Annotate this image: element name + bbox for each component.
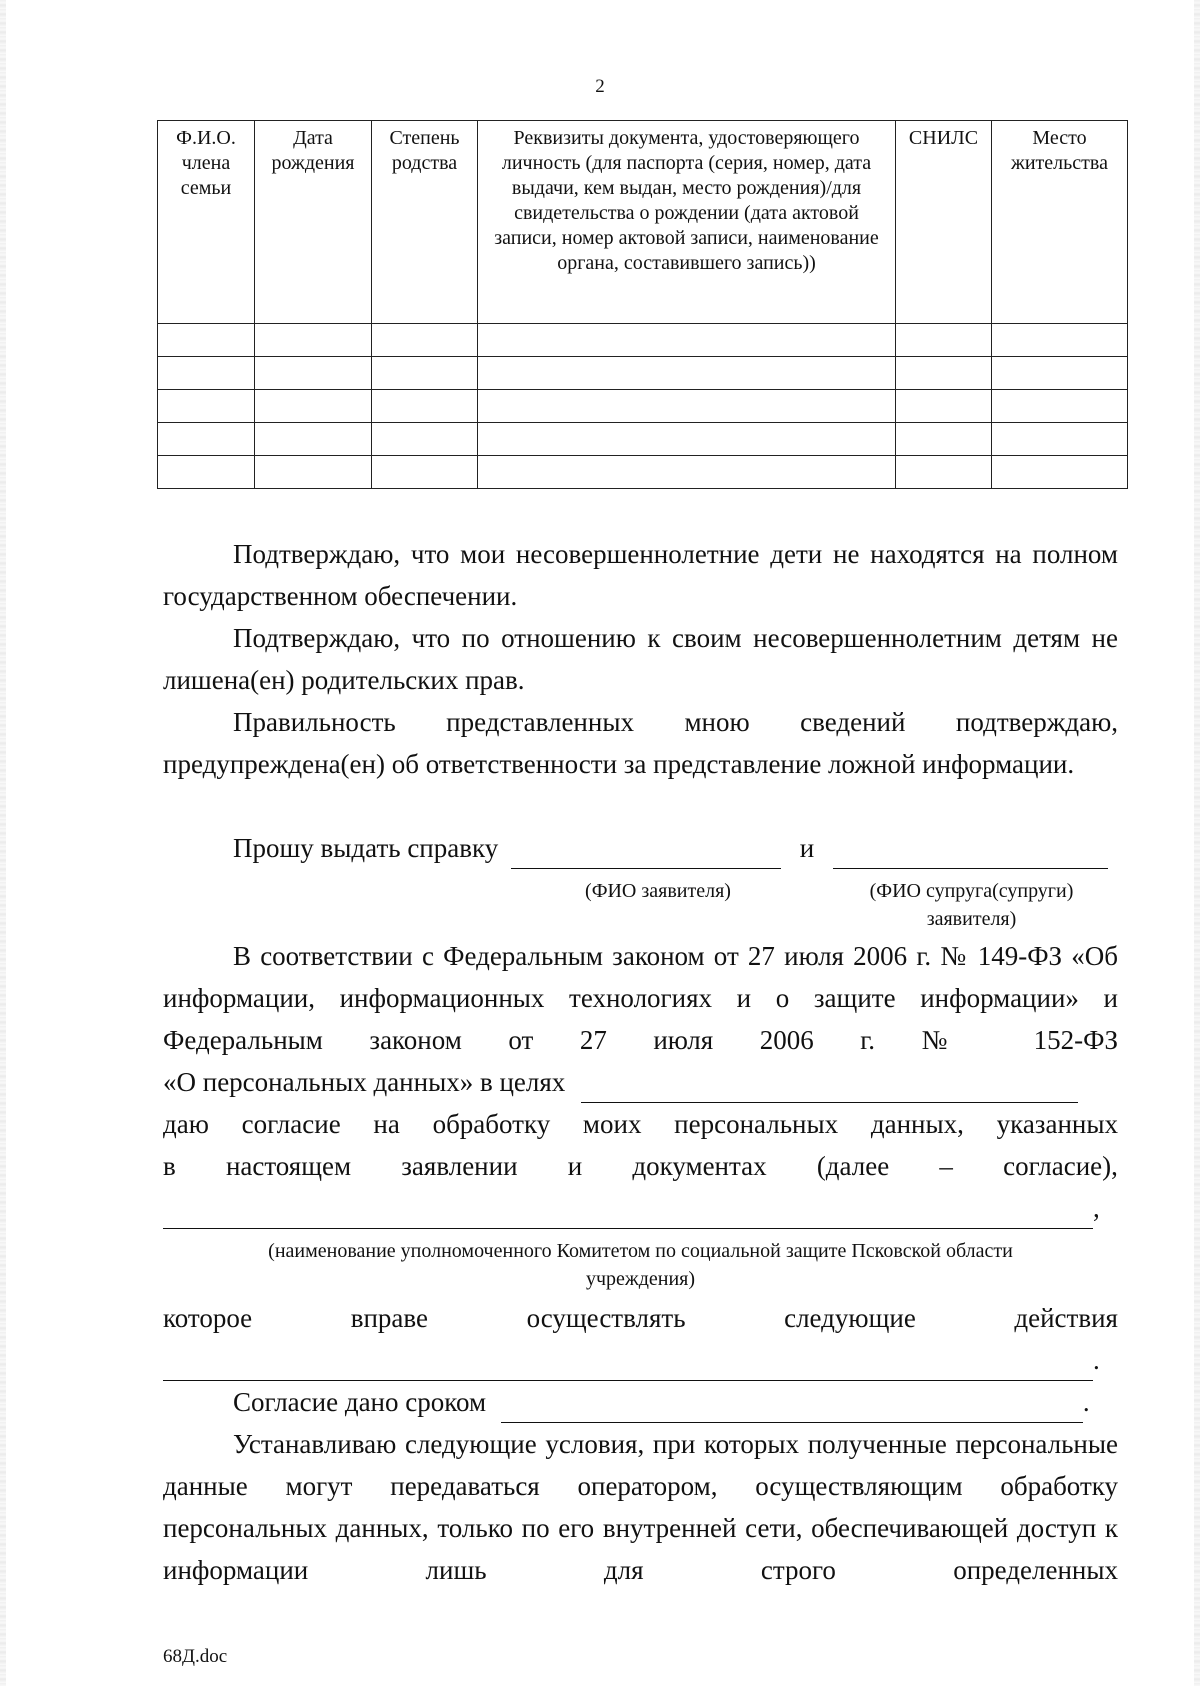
scan-edge-left — [0, 0, 6, 1686]
table-cell[interactable] — [992, 390, 1128, 423]
table-cell[interactable] — [478, 324, 896, 357]
purpose-field[interactable] — [581, 1072, 1078, 1103]
consent-definition-line — [163, 1145, 1118, 1187]
table-cell[interactable] — [992, 423, 1128, 456]
caption-spouse — [839, 877, 1104, 933]
consent-word: (далее — [816, 1151, 890, 1181]
footer-filename: 68Д.doc — [163, 1646, 228, 1667]
table-row — [158, 423, 1128, 456]
certificate-request-line — [163, 827, 1118, 869]
table-row — [158, 357, 1128, 390]
table-cell[interactable] — [992, 456, 1128, 489]
table-cell[interactable] — [478, 357, 896, 390]
caption-institution — [163, 1237, 1118, 1293]
certificate-request-label: Прошу выдать справку — [233, 833, 499, 863]
paragraph-parental-rights: Подтверждаю, что по отношению к своим несовершеннолетним детям не лишена(ен) родительских прав. — [163, 623, 1118, 695]
scan-edge-right — [1194, 0, 1200, 1686]
consent-word: и — [567, 1151, 583, 1181]
table-cell[interactable] — [372, 324, 478, 357]
table-cell[interactable] — [372, 357, 478, 390]
caption-institution-line-2: учреждения) — [585, 1268, 696, 1290]
header-fio: Ф.И.О. члена семьи — [158, 121, 255, 324]
table-cell[interactable] — [158, 423, 255, 456]
consent-term-line — [163, 1381, 1118, 1423]
actions-line — [163, 1297, 1118, 1339]
table-cell[interactable] — [158, 456, 255, 489]
consent-term-field[interactable] — [501, 1392, 1083, 1423]
header-kinship: Степень родства — [372, 121, 478, 324]
table-cell[interactable] — [896, 324, 992, 357]
actions-field[interactable] — [163, 1350, 1093, 1381]
paragraph-no-state-support: Подтверждаю, что мои несовершеннолетние дети не находятся на полном государственном обеспечении. — [163, 539, 1118, 611]
purpose-line — [163, 1061, 1118, 1103]
table-cell[interactable] — [896, 390, 992, 423]
table-cell[interactable] — [372, 390, 478, 423]
header-snils: СНИЛС — [896, 121, 992, 324]
actions-word: следующие — [784, 1303, 916, 1333]
table-cell[interactable] — [255, 423, 372, 456]
actions-word: вправе — [350, 1303, 428, 1333]
consent-line: даю согласие на обработку моих персональных данных, указанных — [163, 1109, 1118, 1139]
actions-field-line — [163, 1339, 1118, 1381]
table-row — [158, 324, 1128, 357]
header-residence: Место жительства — [992, 121, 1128, 324]
actions-word: которое — [163, 1303, 253, 1333]
and-label: и — [799, 833, 815, 863]
table-cell[interactable] — [478, 456, 896, 489]
consent-word: настоящем — [225, 1151, 352, 1181]
applicant-name-field[interactable] — [511, 838, 781, 869]
actions-word: действия — [1014, 1303, 1118, 1333]
purpose-label: «О персональных данных» в целях — [163, 1067, 566, 1097]
table-header-row — [158, 121, 1128, 324]
institution-field[interactable] — [163, 1198, 1093, 1229]
comma-mark: , — [1093, 1193, 1100, 1223]
page-number: 2 — [595, 76, 605, 97]
period-mark: . — [1093, 1345, 1100, 1375]
actions-word: осуществлять — [526, 1303, 686, 1333]
table-cell[interactable] — [896, 357, 992, 390]
table-cell[interactable] — [255, 324, 372, 357]
caption-spouse-line-2: заявителя) — [926, 908, 1017, 930]
caption-applicant: (ФИО заявителя) — [585, 880, 731, 902]
consent-word: заявлении — [401, 1151, 518, 1181]
table-cell[interactable] — [372, 456, 478, 489]
spouse-name-field[interactable] — [833, 838, 1108, 869]
institution-line — [163, 1187, 1118, 1229]
family-members-table — [157, 120, 1128, 489]
table-row — [158, 456, 1128, 489]
consent-word: согласие), — [1003, 1151, 1118, 1181]
period-mark: . — [1082, 1387, 1090, 1417]
consent-word: – — [939, 1151, 953, 1181]
table-cell[interactable] — [992, 324, 1128, 357]
caption-institution-line-1: (наименование уполномоченного Комитетом по социальной защите Псковской области — [268, 1240, 1013, 1262]
table-cell[interactable] — [478, 423, 896, 456]
table-cell[interactable] — [896, 456, 992, 489]
paragraph-federal-law: В соответствии с Федеральным законом от 27 июля 2006 г. № 149-ФЗ «Об информации, информационных технологиях и о защите информации» и Федеральным законом от 27 июля 2006 г. № 152-ФЗ — [163, 941, 1118, 1055]
table-cell[interactable] — [158, 390, 255, 423]
table-cell[interactable] — [255, 357, 372, 390]
consent-word: в — [163, 1151, 176, 1181]
table-cell[interactable] — [158, 324, 255, 357]
table-cell[interactable] — [255, 390, 372, 423]
header-birth-date: Дата рождения — [255, 121, 372, 324]
table-cell[interactable] — [255, 456, 372, 489]
paragraph-responsibility: Правильность представленных мною сведений подтверждаю, предупреждена(ен) об ответственности за представление ложной информации. — [163, 707, 1118, 779]
table-cell[interactable] — [478, 390, 896, 423]
caption-spouse-line-1: (ФИО супруга(супруги) — [869, 880, 1074, 902]
table-cell[interactable] — [372, 423, 478, 456]
table-row — [158, 390, 1128, 423]
header-identity-document: Реквизиты документа, удостоверяющего личность (для паспорта (серия, номер, дата выдачи, кем выдан, место рождения)/для свидетельства о рождении (дата актовой записи, номер актовой записи, наименование органа, составившего запись)) — [478, 121, 896, 324]
paragraph-conditions: Устанавливаю следующие условия, при которых полученные персональные данные могут передаваться оператором, осуществляющим обработку персональных данных, только по его внутренней сети, обеспечивающей доступ к информации лишь для строго определенных — [163, 1429, 1118, 1585]
consent-term-label: Согласие дано сроком — [233, 1387, 487, 1417]
table-cell[interactable] — [896, 423, 992, 456]
table-cell[interactable] — [158, 357, 255, 390]
table-cell[interactable] — [992, 357, 1128, 390]
consent-word: документах — [632, 1151, 767, 1181]
